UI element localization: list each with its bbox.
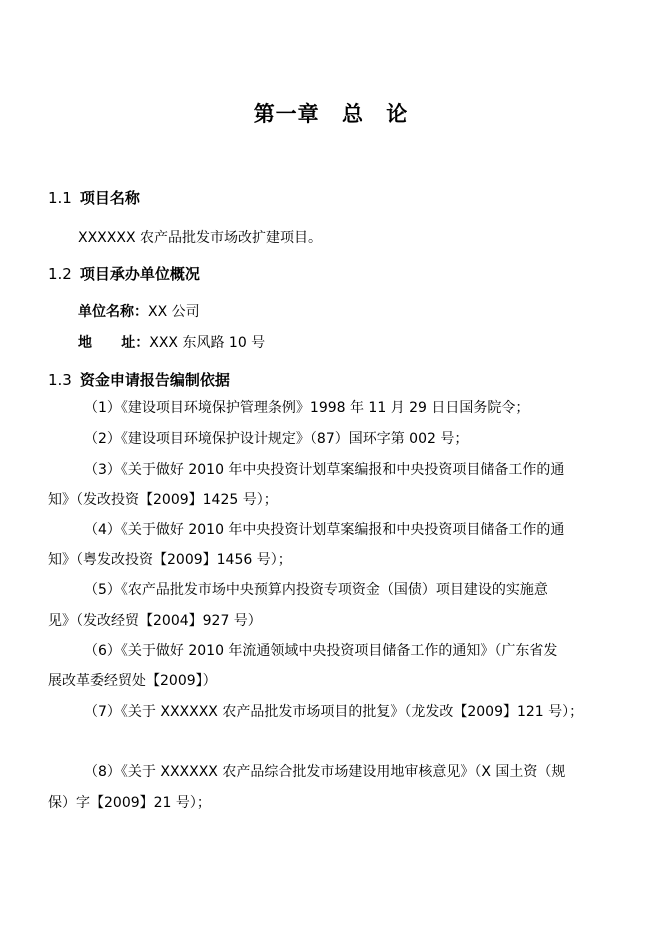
basis-item-8-line-1: （8）《关于 XXXXXX 农产品综合批发市场建设用地审核意见》（X 国土资（规	[84, 764, 566, 780]
address-value: XXX 东风路 10 号	[149, 335, 266, 351]
basis-item-5-line-2: 见》（发改经贸【2004】927 号）	[48, 613, 262, 629]
basis-item-6-line-1: （6）《关于做好 2010 年流通领域中央投资项目储备工作的通知》（广东省发	[84, 643, 558, 659]
unit-name-label: 单位名称：	[78, 304, 148, 320]
chapter-title: 第一章 总 论	[253, 102, 409, 126]
basis-item-8-line-2: 保）字【2009】21 号）；	[48, 795, 211, 811]
basis-item-6-line-2: 展改革委经贸处【2009】）	[48, 673, 217, 689]
basis-item-3-line-2: 知》（发改投资【2009】1425 号）；	[48, 492, 278, 508]
basis-item-2: （2）《建设项目环境保护设计规定》（87）国环字第 002 号；	[84, 431, 469, 447]
section-heading-1-2	[48, 264, 200, 284]
address-row	[78, 333, 265, 353]
basis-item-4-line-1: （4）《关于做好 2010 年中央投资计划草案编报和中央投资项目储备工作的通	[84, 522, 565, 538]
basis-item-3-line-1: （3）《关于做好 2010 年中央投资计划草案编报和中央投资项目储备工作的通	[84, 462, 565, 478]
section-number: 1.1	[48, 189, 72, 207]
section-number: 1.2	[48, 265, 72, 283]
basis-item-4-line-2: 知》（粤发改投资【2009】1456 号）；	[48, 552, 292, 568]
unit-name-row	[78, 302, 200, 322]
unit-name-value: XX 公司	[148, 304, 200, 320]
section-title: 项目名称	[79, 189, 140, 207]
basis-item-1: （1）《建设项目环境保护管理条例》1998 年 11 月 29 日日国务院令；	[84, 400, 530, 416]
basis-item-7: （7）《关于 XXXXXX 农产品批发市场项目的批复》（龙发改【2009】121 号）；	[84, 704, 584, 720]
section-title: 资金申请报告编制依据	[79, 371, 230, 389]
address-label: 地 址：	[78, 335, 150, 351]
section-heading-1-3	[48, 370, 230, 390]
section-title: 项目承办单位概况	[79, 265, 200, 283]
basis-item-5-line-1: （5）《农产品批发市场中央预算内投资专项资金（国债）项目建设的实施意	[84, 582, 548, 598]
project-name-text: XXXXXX 农产品批发市场改扩建项目。	[78, 230, 322, 246]
section-number: 1.3	[48, 371, 72, 389]
section-heading-1-1	[48, 188, 140, 208]
